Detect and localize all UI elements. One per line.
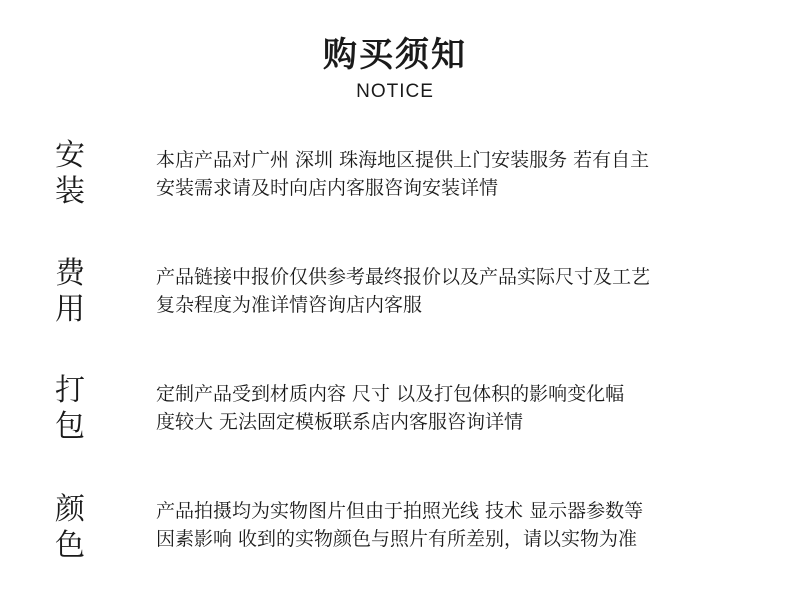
heading-char: 包 bbox=[55, 409, 85, 444]
body-line: 产品拍摄均为实物图片但由于拍照光线 技术 显示器参数等 bbox=[156, 500, 644, 522]
body-line: 复杂程度为准详情咨询店内客服 bbox=[156, 294, 423, 316]
heading-char: 装 bbox=[55, 174, 85, 209]
section-body bbox=[156, 146, 756, 202]
body-line: 安装需求请及时向店内客服咨询安装详情 bbox=[156, 177, 499, 199]
heading-char: 打 bbox=[55, 373, 85, 408]
section-body bbox=[156, 380, 756, 436]
page-subtitle: NOTICE bbox=[356, 81, 434, 102]
heading-char: 颜 bbox=[55, 492, 85, 527]
heading-char: 色 bbox=[55, 528, 85, 563]
body-line: 定制产品受到材质内容 尺寸 以及打包体积的影响变化幅 bbox=[156, 383, 625, 405]
section-body bbox=[156, 263, 756, 319]
section-body bbox=[156, 497, 756, 553]
body-line: 产品链接中报价仅供参考最终报价以及产品实际尺寸及工艺 bbox=[156, 266, 651, 288]
body-line: 度较大 无法固定模板联系店内客服咨询详情 bbox=[156, 411, 524, 433]
body-line: 本店产品对广州 深圳 珠海地区提供上门安装服务 若有自主 bbox=[156, 149, 650, 171]
heading-char: 用 bbox=[55, 292, 85, 327]
section-heading bbox=[50, 373, 90, 445]
page-title: 购买须知 bbox=[323, 35, 467, 75]
heading-char: 费 bbox=[55, 256, 85, 291]
body-line: 因素影响 收到的实物颜色与照片有所差别，请以实物为准 bbox=[156, 528, 638, 550]
section-heading bbox=[50, 138, 90, 210]
section-heading bbox=[50, 256, 90, 328]
heading-char: 安 bbox=[55, 138, 85, 173]
section-heading bbox=[50, 492, 90, 564]
